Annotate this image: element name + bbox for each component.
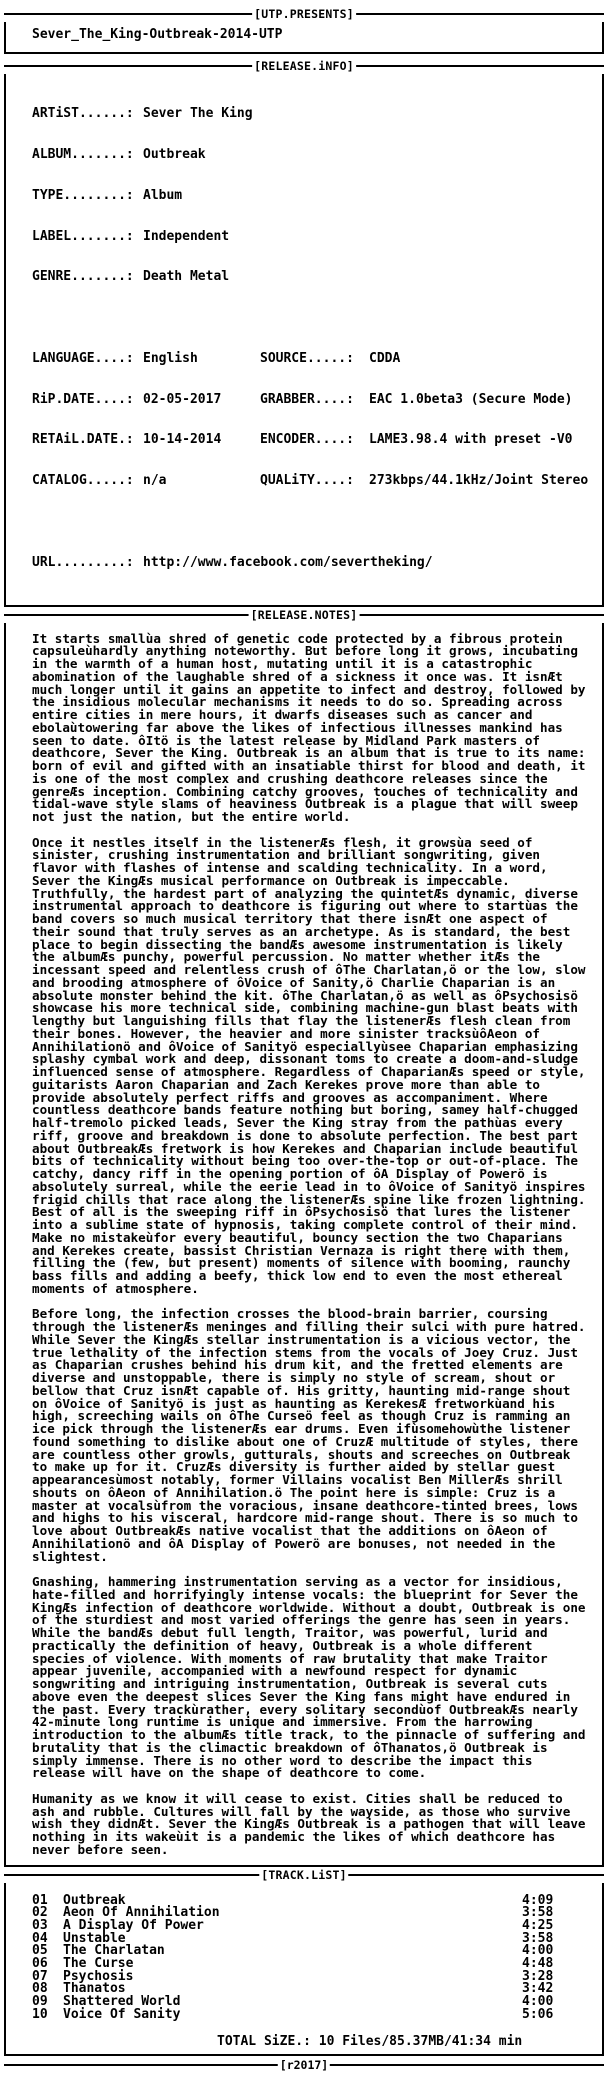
track-list-label: [TRACK.LiST] xyxy=(261,1867,347,1882)
info-key: RiP.DATE....: xyxy=(32,391,134,407)
info-key: ALBUM.......: xyxy=(32,146,134,162)
track-number: 03 xyxy=(32,1917,48,1933)
track-row xyxy=(32,1930,582,1946)
info-value: Sever The King xyxy=(143,106,253,122)
presents-label: [UTP.PRESENTS] xyxy=(254,7,354,21)
info-key: TYPE........: xyxy=(32,187,134,203)
track-number: 02 xyxy=(32,1905,48,1921)
info-key: QUALiTY....: xyxy=(260,473,354,489)
info-album xyxy=(32,148,592,162)
info-label xyxy=(32,230,592,244)
track-title: The Charlatan xyxy=(63,1943,165,1959)
track-duration: 3:42 xyxy=(522,1981,554,1997)
info-value: 10-14-2014 xyxy=(143,432,222,448)
track-duration: 4:00 xyxy=(522,1994,554,2010)
info-key: RETAiL.DATE.: xyxy=(32,432,134,448)
track-number: 01 xyxy=(32,1892,48,1908)
track-row xyxy=(32,1907,582,1920)
track-title: Aeon Of Annihilation xyxy=(63,1905,220,1921)
info-value: Outbreak xyxy=(143,146,206,162)
info-row-catalog xyxy=(32,474,592,488)
info-key: LABEL.......: xyxy=(32,228,134,244)
info-value: CDDA xyxy=(369,350,401,366)
info-type xyxy=(32,189,592,203)
track-row xyxy=(32,1996,582,2009)
release-info-content xyxy=(6,74,602,605)
track-row xyxy=(32,1958,582,1971)
track-duration: 3:28 xyxy=(522,1968,554,1984)
track-number: 04 xyxy=(32,1930,48,1946)
track-duration: 3:58 xyxy=(522,1905,554,1921)
nfo-document xyxy=(4,6,604,2074)
track-duration: 4:48 xyxy=(522,1956,554,1972)
release-info-label: [RELEASE.iNFO] xyxy=(254,59,354,73)
track-number: 07 xyxy=(32,1968,48,1984)
notes-paragraph: Once it nestles itself in the listenerÆs flesh, it growsùa seed of sinister, crushing instrumentation and brilliant songwriting, given flavor with flashes of intense and scalding technicality. In a word, Sever the KingÆs musical performance on Outbreak is impeccable. Truthfully, the hardest part of analyzing the quintetÆs dynamic, diverse instrumental approach to deathcore is figuring out where to startùas the band covers so much musical territory that there isnÆt one aspect of their sound that truly serves as an archetype. As is standard, the best place to begin dissecting the bandÆs awesome instrumentation is likely the albumÆs punchy, powerful percussion. No matter whether itÆs the incessant speed and relentless crush of ôThe Charlatan,ö or the low, slow and brooding atmosphere of ôVoice of Sanity,ö Charlie Chaparian is an absolute monster behind the kit. ôThe Charlatan,ö as well as ôPsychosisö showcase his more technical side, combining machine-gun blast beats with lengthy but languishing fills that flay the listenerÆs flesh clean from their bones. However, the heavier and more sinister tracksùôAeon of Annihilationö and ôVoice of Sanityö especiallyùsee Chaparian emphasizing splashy cymbal work and deep, dissonant toms to create a doom-and-sludge influenced sense of atmosphere. Regardless of ChaparianÆs speed or style, guitarists Aaron Chaparian and Zach Kerekes prove more than able to provide absolutely perfect riffs and grooves as accompaniment. Where countless deathcore bands feature nothing but boring, samey half-chugged half-tremolo picked leads, Sever the King stray from the pathùas every riff, groove and breakdown is done to absolute perfection. The best part about OutbreakÆs fretwork is how Kerekes and Chaparian include beautiful bits of technicality without being too over-the-top or out-of-place. The catchy, dancy riff in the opening portion of ôA Display of Powerö is absolutely surreal, while the eerie lead in to ôVoice of Sanityö inspires frigid chills that race along the listenerÆs spine like frozen lightning. Best of all is the sweeping riff in ôPsychosisö that lures the listener into a sublime state of hypnosis, taking complete control of their mind. Make no mistakeùfor every beautiful, bouncy section the two Chaparians and Kerekes create, bassist Christian Vernaza is right there with them, filling the (few, but present) moments of silence with booming, raunchy bass fills and adding a beefy, thick low end to even the most ethereal moments of atmosphere. xyxy=(32,834,586,1296)
release-notes-header xyxy=(4,607,604,623)
info-row-ripdate xyxy=(32,393,592,407)
track-title: Psychosis xyxy=(63,1968,134,1984)
release-notes-box xyxy=(4,623,604,1867)
info-key: GRABBER....: xyxy=(260,391,354,407)
info-key: ARTiST......: xyxy=(32,106,134,122)
notes-paragraph: Gnashing, hammering instrumentation serving as a vector for insidious, hate-filled and horrifyingly intense vocals: the blueprint for Sever the KingÆs infection of deathcore worldwide. Without a doubt, Outbreak is one of the sturdiest and most varied offerings the genre has seen in years. While the bandÆs debut full length, Traitor, was powerful, lurid and practically the definition of heavy, Outbreak is a whole different species of violence. With moments of raw brutality that make Traitor appear juvenile, accompanied with a newfound respect for dynamic songwriting and intriguing instrumentation, Outbreak is several cuts above even the deepest slices Sever the King fans might have endured in the past. Every trackùrather, every solitary secondùof OutbreakÆs nearly 42-minute long runtime is unique and immersive. From the harrowing introduction to the albumÆs title track, to the pinnacle of suffering and brutality that is the climactic breakdown of ôThanatos,ö Outbreak is simply immense. There is no other word to describe the impact this release will have on the shape of deathcore to come. xyxy=(32,1574,586,1781)
info-key: ENCODER....: xyxy=(260,432,354,448)
info-key: URL.........: xyxy=(32,554,134,570)
track-duration: 5:06 xyxy=(522,2006,554,2022)
info-value: 273kbps/44.1kHz/Joint Stereo xyxy=(369,473,589,489)
track-title: Thanatos xyxy=(63,1981,126,1997)
track-list xyxy=(6,1883,602,2055)
notes-paragraph: Humanity as we know it will cease to exist. Cities shall be reduced to ash and rubble. Cultures will fall by the wayside, as those who survive wish they didnÆt. Sever the KingÆs Outbreak is a pathogen that will leave nothing in its wakeùit is a pandemic the likes of which deathcore has never before seen. xyxy=(32,1790,586,1857)
release-info-header xyxy=(4,58,604,74)
track-number: 05 xyxy=(32,1943,48,1959)
info-genre xyxy=(32,270,592,284)
info-value: 02-05-2017 xyxy=(143,391,222,407)
presents-header xyxy=(4,6,604,22)
info-artist xyxy=(32,107,592,121)
release-info-box xyxy=(4,74,604,607)
info-key: SOURCE.....: xyxy=(260,350,354,366)
track-row xyxy=(32,1968,582,1984)
track-list-header xyxy=(4,1867,604,1883)
track-row xyxy=(32,1983,582,1996)
info-value: Death Metal xyxy=(143,269,230,285)
track-title: Shattered World xyxy=(63,1994,181,2010)
track-title: A Display Of Power xyxy=(63,1917,204,1933)
track-row xyxy=(32,1892,582,1908)
info-value: LAME3.98.4 with preset -V0 xyxy=(369,432,573,448)
track-duration: 4:00 xyxy=(522,1943,554,1959)
info-url xyxy=(32,556,592,570)
release-notes-label: [RELEASE.NOTES] xyxy=(250,607,358,622)
footer-divider xyxy=(4,2056,604,2074)
track-number: 09 xyxy=(32,1994,48,2010)
info-key: CATALOG.....: xyxy=(32,473,134,489)
track-title: The Curse xyxy=(63,1956,134,1972)
track-list-box xyxy=(4,1883,604,2057)
url-link[interactable]: http://www.facebook.com/severtheking/ xyxy=(143,554,433,570)
notes-paragraph: Before long, the infection crosses the blood-brain barrier, coursing through the listenerÆs meninges and filling their sulci with pure hatred. While Sever the KingÆs stellar instrumentation is a vicious vector, the true lethality of the infection stems from the vocals of Joey Cruz. Just as Chaparian crushes behind his drum kit, and the fretted elements are diverse and unstoppable, there is simply no style of scream, shout or bellow that Cruz isnÆt capable of. His gritty, haunting mid-range shout on ôVoice of Sanityö is just as haunting as KerekesÆ fretworkùand his high, screeching wails on ôThe Curseö feel as though Cruz is ramming an ice pick through the listenerÆs ear drums. Even ifùsomehowùthe listener found something to dislike about one of CruzÆ multitude of styles, there are countless other growls, gutturals, shouts and screeches on Outbreak to make up for it. CruzÆs diversity is further aided by stellar guest appearancesùmost notably, former Villains vocalist Ben MillerÆs shrill shouts on ôAeon of Annihilation.ö The point here is simple: Cruz is a master at vocalsùfrom the voracious, insane deathcore-tinted brees, lows and highs to his visceral, hardcore mid-range shout. There is so much to love about OutbreakÆs native vocalist that the additions on ôAeon of Annihilationö and ôA Display of Powerö are bonuses, not needed in the slightest. xyxy=(32,1306,586,1564)
track-row xyxy=(32,1945,582,1958)
info-value: Album xyxy=(143,187,183,203)
info-row-language xyxy=(32,352,592,366)
presents-box xyxy=(4,22,604,54)
info-key: LANGUAGE....: xyxy=(32,350,134,366)
info-value: n/a xyxy=(143,473,167,489)
info-value: Independent xyxy=(143,228,230,244)
info-value: English xyxy=(143,350,198,366)
track-title: Unstable xyxy=(63,1930,126,1946)
info-row-retaildate xyxy=(32,433,592,447)
track-number: 08 xyxy=(32,1981,48,1997)
footer-label: [r2017] xyxy=(279,2058,329,2073)
track-duration: 3:58 xyxy=(522,1930,554,1946)
track-number: 06 xyxy=(32,1956,48,1972)
release-notes-content xyxy=(6,623,602,1865)
info-value: EAC 1.0beta3 (Secure Mode) xyxy=(369,391,573,407)
release-name: Sever_The_King-Outbreak-2014-UTP xyxy=(32,27,283,42)
track-number: 10 xyxy=(32,2006,48,2022)
notes-paragraph: It starts smallùa shred of genetic code protected by a fibrous protein capsuleùhardly anything noteworthy. But before long it grows, incubating in the warmth of a human host, mutating until it is a catastrophic abomination of the laughable shred of a sickness it once was. It isnÆt much longer until it gains an appetite to infect and destroy, followed by the insidious molecular mechanisms it needs to do so. Spreading across entire cities in mere hours, it dwarfs diseases such as cancer and ebolaùtowering far above the likes of infectious illnesses mankind has seen to date. ôItö is the latest release by Midland Park masters of deathcore, Sever the King. Outbreak is an album that is true to its name: born of evil and gifted with an insatiable thirst for blood and death, it is one of the most complex and crushing deathcore releases since the genreÆs inception. Combining catchy grooves, touches of technicality and tidal-wave style slams of heaviness Outbreak is a plague that will sweep not just the nation, but the entire world. xyxy=(32,630,586,825)
track-title: Outbreak xyxy=(63,1892,126,1908)
total-size: TOTAL SiZE.: 10 Files/85.37MB/41:34 min xyxy=(217,2033,523,2049)
track-row xyxy=(32,2006,582,2022)
track-title: Voice Of Sanity xyxy=(63,2006,181,2022)
track-duration: 4:09 xyxy=(522,1892,554,1908)
info-key: GENRE.......: xyxy=(32,269,134,285)
track-row xyxy=(32,1917,582,1933)
track-duration: 4:25 xyxy=(522,1917,554,1933)
